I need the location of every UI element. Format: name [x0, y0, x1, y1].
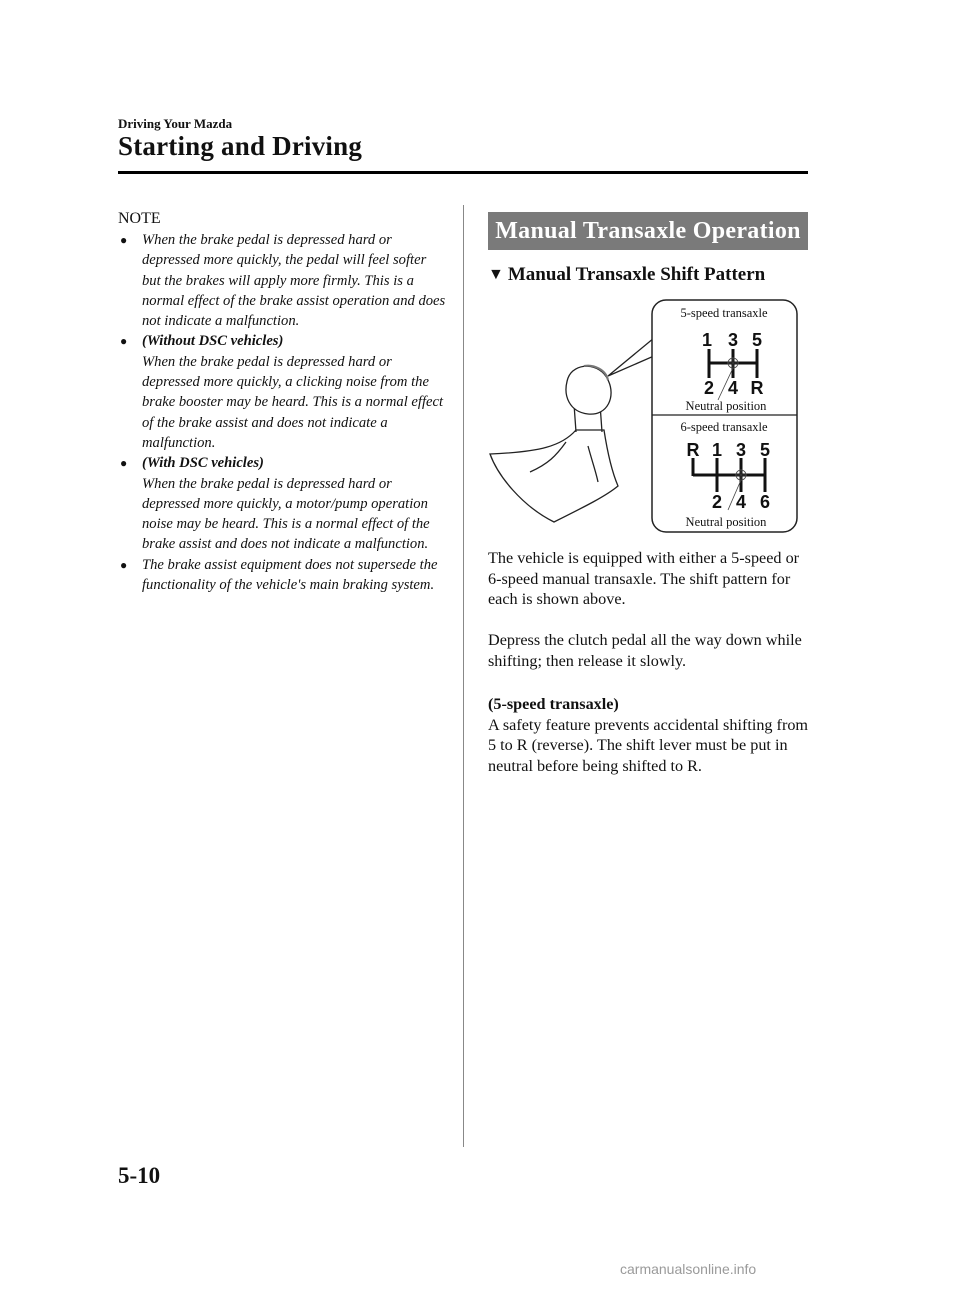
- note-item-text: When the brake pedal is depressed hard or depressed more quickly, a motor/pump operation noise may be heard. This is a normal effect of the brake assist and does not indicate a malfunction.: [142, 475, 430, 553]
- note-item: [118, 555, 448, 596]
- bullet-icon: ●: [120, 334, 128, 349]
- six-speed-neutral-label: Neutral position: [685, 515, 767, 529]
- gear-label: 1: [701, 330, 713, 350]
- note-item-text: When the brake pedal is depressed hard or depressed more quickly, the pedal will feel softer but the brakes will apply more firmly. This is a normal effect of the brake assist operation and does not indicate a malfunction.: [142, 232, 446, 330]
- note-item: [118, 230, 448, 331]
- six-speed-label: 6-speed transaxle: [680, 420, 768, 434]
- column-divider: [463, 205, 464, 1147]
- header-rule: [118, 171, 808, 174]
- manual-transaxle-section: [488, 212, 808, 286]
- gear-label: 2: [711, 492, 723, 512]
- subheading: [488, 264, 808, 286]
- bullet-icon: ●: [120, 456, 128, 471]
- gear-label: 5: [751, 330, 763, 350]
- note-item: [118, 331, 448, 453]
- gear-label: 2: [703, 378, 715, 398]
- gear-label: R: [686, 440, 700, 460]
- note-item-qualifier: (Without DSC vehicles): [142, 333, 284, 350]
- pattern-panel: [652, 300, 797, 532]
- shift-knob-illustration: [490, 366, 618, 522]
- gear-label: 1: [711, 440, 723, 460]
- paragraph: The vehicle is equipped with either a 5-speed or 6-speed manual transaxle. The shift pattern for each is shown above.: [488, 549, 800, 608]
- five-speed-label: 5-speed transaxle: [680, 306, 768, 320]
- paragraph-text: A safety feature prevents accidental shifting from 5 to R (reverse). The shift lever must be put in neutral before being shifted to R.: [488, 715, 809, 775]
- gear-label: R: [750, 378, 764, 398]
- note-list: [118, 230, 448, 595]
- note-heading: NOTE: [118, 210, 161, 227]
- bullet-icon: ●: [120, 557, 128, 572]
- paragraph: [488, 694, 813, 776]
- note-item-text: The brake assist equipment does not supersede the functionality of the vehicle's main braking system.: [142, 556, 438, 594]
- note-item-text: When the brake pedal is depressed hard or depressed more quickly, a clicking noise from the brake booster may be heard. This is a normal effect of the brake assist and does not indicate a malfunction.: [142, 353, 444, 451]
- watermark: carmanualsonline.info: [620, 1261, 757, 1277]
- paragraph-heading: (5-speed transaxle): [488, 695, 619, 713]
- bullet-icon: ●: [120, 233, 128, 247]
- callout-wedge: [608, 338, 654, 376]
- paragraph: Depress the clutch pedal all the way down while shifting; then release it slowly.: [488, 631, 802, 670]
- section-banner: Manual Transaxle Operation: [488, 212, 808, 250]
- triangle-down-icon: ▼: [488, 266, 504, 283]
- gear-label: 4: [727, 378, 739, 398]
- gear-label: 6: [759, 492, 771, 512]
- shift-pattern-figure: [488, 296, 808, 536]
- subheading-text: Manual Transaxle Shift Pattern: [507, 264, 766, 285]
- gear-label: 3: [735, 440, 747, 460]
- note-item: [118, 453, 448, 554]
- section-label: Driving Your Mazda: [118, 116, 233, 131]
- note-block: [118, 210, 448, 595]
- gear-label: 5: [759, 440, 771, 460]
- gear-label: 3: [727, 330, 739, 350]
- gear-label: 4: [735, 492, 747, 512]
- page-number: 5-10: [118, 1163, 161, 1188]
- five-speed-neutral-label: Neutral position: [685, 399, 767, 413]
- note-item-qualifier: (With DSC vehicles): [142, 455, 264, 472]
- chapter-title: Starting and Driving: [118, 131, 363, 161]
